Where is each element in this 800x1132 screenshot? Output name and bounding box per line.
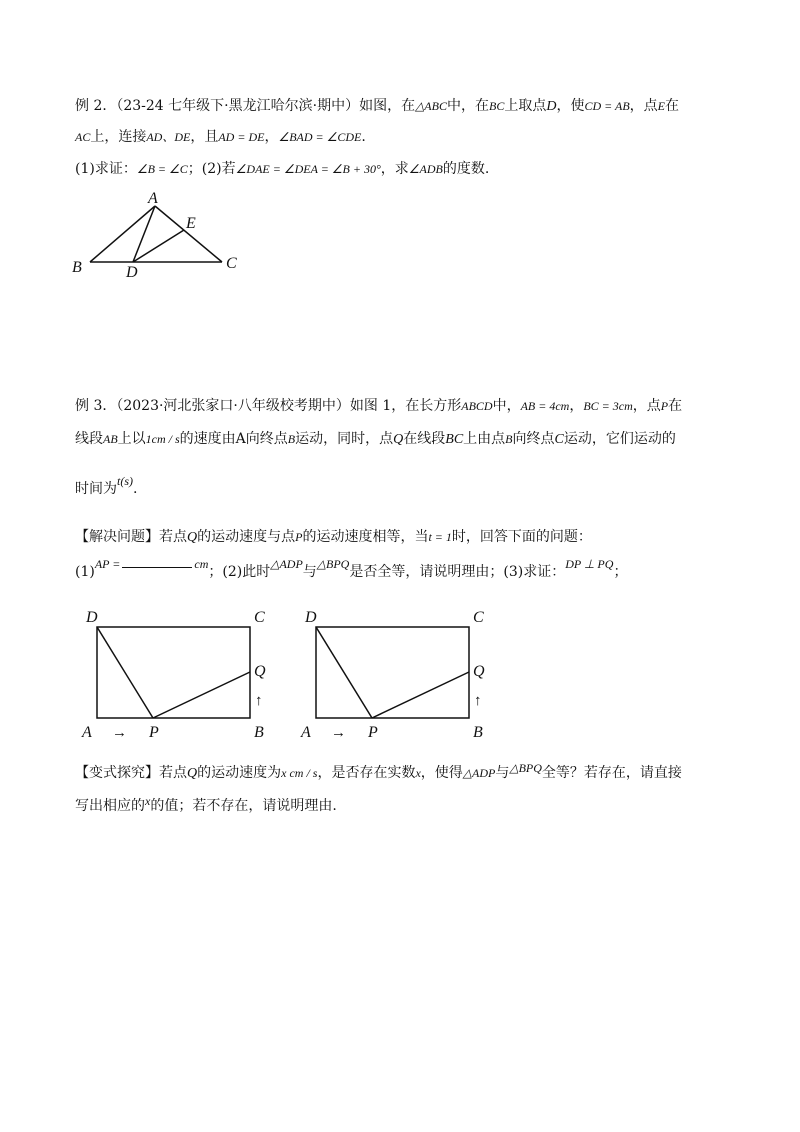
ex2-heading: 例 2．（23-24 七年级下·黑龙江哈尔滨·期中）如图，在: [75, 98, 416, 114]
text: ，使得: [420, 765, 463, 781]
math-adp: △ADP: [462, 766, 496, 780]
text: 在: [665, 98, 680, 114]
math-c: C: [554, 432, 564, 447]
math-speed-x: x cm / s: [281, 766, 318, 780]
label-d: D: [86, 609, 98, 626]
text: 写出相应的: [75, 798, 145, 814]
math-p: P: [295, 530, 303, 544]
math-b: B: [505, 432, 513, 446]
math-ab-length: AB = 4cm: [520, 399, 570, 413]
segment-pq: [153, 672, 250, 718]
math-ab: AB: [103, 432, 118, 446]
text: 全等？若存在，请直接: [541, 765, 682, 781]
math-e: E: [657, 99, 666, 113]
math-angle-eq: ∠BAD = ∠CDE: [278, 130, 362, 144]
segment-pq: [372, 672, 469, 718]
answer-blank[interactable]: [122, 555, 192, 568]
text: 中，在: [446, 98, 489, 114]
rectangle-abcd: [316, 627, 469, 718]
label-q: Q: [254, 663, 266, 680]
text: .: [133, 481, 138, 497]
arrow-right-icon: →: [331, 725, 346, 741]
math-dp-perp-pq: DP ⊥ PQ: [565, 557, 614, 571]
segment-de: [133, 230, 184, 262]
text: 时间为: [75, 481, 117, 497]
text: 的度数.: [442, 161, 490, 177]
math-p: P: [660, 399, 669, 413]
text: 与: [495, 765, 510, 781]
label-a: A: [148, 190, 158, 207]
arrow-right-icon: →: [112, 725, 127, 741]
math-bc: BC: [488, 99, 505, 113]
math-bpq: △BPQ: [509, 761, 542, 775]
math-t-s: t(s): [117, 474, 133, 488]
text: 运动，同时，点: [295, 431, 394, 447]
text: ，点: [632, 398, 661, 414]
math-ad-de: AD、DE: [146, 130, 191, 144]
text: ，: [264, 129, 279, 145]
text: (1)求证：: [75, 161, 137, 177]
label-p: P: [368, 724, 378, 741]
text: 的运动速度与点: [197, 529, 296, 545]
label-p: P: [149, 724, 159, 741]
math-q: Q: [187, 530, 198, 545]
label-d: D: [305, 609, 317, 626]
text: ；(2)此时: [208, 564, 271, 580]
label-d: D: [126, 264, 138, 281]
math-x: x: [415, 766, 421, 780]
math-ac: AC: [75, 130, 91, 144]
text: ，使: [556, 98, 585, 114]
math-ap: AP =: [94, 557, 121, 571]
label-b: B: [72, 259, 82, 276]
text: 是否全等，请说明理由；(3)求证：: [349, 564, 566, 580]
text: 与: [302, 564, 317, 580]
math-d: D: [546, 99, 557, 114]
label-b: B: [254, 724, 264, 741]
math-speed: 1cm / s: [145, 432, 180, 446]
text: ，求: [380, 161, 409, 177]
text: 向终点: [245, 431, 288, 447]
text: 上由点: [463, 431, 506, 447]
segment-dp: [97, 627, 153, 718]
math-cm: cm: [194, 557, 209, 571]
ex3-variant-2: [75, 794, 337, 815]
math-angle-adb: ∠ADB: [408, 162, 443, 176]
text: 【解决问题】若点: [75, 529, 187, 545]
math-ad-eq-de: AD = DE: [218, 130, 265, 144]
text: 的速度由: [179, 431, 236, 447]
label-a: A: [82, 724, 92, 741]
text: ，是否存在实数: [317, 765, 416, 781]
math-q: Q: [393, 432, 404, 447]
text: 上，连接: [90, 129, 147, 145]
ex3-line1: [75, 397, 682, 415]
text: 在: [668, 398, 683, 414]
label-b: B: [473, 724, 483, 741]
text: ；: [613, 564, 628, 580]
text-a: A: [235, 431, 246, 447]
text: 时，回答下面的问题：: [451, 529, 592, 545]
text: 向终点: [512, 431, 555, 447]
text: (1): [75, 564, 95, 580]
label-c: C: [226, 255, 237, 272]
text: 的值；若不存在，请说明理由.: [150, 798, 337, 814]
label-a: A: [301, 724, 311, 741]
math-q: Q: [187, 766, 198, 781]
math-angle-condition: ∠DAE = ∠DEA = ∠B + 30°: [235, 162, 381, 176]
text: .: [361, 129, 366, 145]
ex3-variant: [75, 761, 682, 783]
text: 运动，它们运动的: [563, 431, 676, 447]
math-abcd: ABCD: [461, 399, 493, 413]
label-e: E: [186, 215, 196, 232]
math-t-eq-1: t = 1: [428, 530, 452, 544]
math-bc: BC: [445, 432, 464, 447]
text: ；(2)若: [187, 161, 236, 177]
ex3-figure-1: [81, 609, 266, 741]
text: ，: [569, 398, 584, 414]
arrow-up-icon: ↑: [255, 693, 263, 709]
math-bc-length: BC = 3cm: [583, 399, 633, 413]
math-x: x: [145, 794, 151, 808]
label-c: C: [473, 609, 484, 626]
math-b: B: [287, 432, 296, 446]
segment-dp: [316, 627, 372, 718]
ex3-questions: [75, 557, 628, 581]
math-angle-b-eq-c: ∠B = ∠C: [136, 162, 188, 176]
rectangle-abcd: [97, 627, 250, 718]
text: ，且: [190, 129, 219, 145]
text: 的运动速度相等，当: [302, 529, 429, 545]
math-cd-eq-ab: CD = AB: [584, 99, 630, 113]
math-adp: △ADP: [270, 557, 303, 571]
text: ，点: [629, 98, 658, 114]
segment-ad: [133, 206, 155, 262]
text: 的运动速度为: [197, 765, 282, 781]
text: 【变式探究】若点: [75, 765, 187, 781]
math-bpq: △BPQ: [316, 557, 350, 571]
ex3-solve: [75, 528, 592, 547]
text: 线段: [75, 431, 103, 447]
math-triangle-abc: △ABC: [415, 99, 447, 113]
text: 在线段: [403, 431, 446, 447]
ex3-figure-2: [300, 609, 485, 741]
label-q: Q: [473, 663, 485, 680]
text: 上取点: [504, 98, 547, 114]
ex3-heading: 例 3．（2023·河北张家口·八年级校考期中）如图 1，在长方形: [75, 398, 462, 414]
ex3-line2: [75, 430, 676, 449]
text: 中，: [492, 398, 521, 414]
ex3-line3: [75, 474, 138, 498]
text: 上以: [117, 431, 146, 447]
arrow-up-icon: ↑: [474, 693, 482, 709]
label-c: C: [254, 609, 265, 626]
